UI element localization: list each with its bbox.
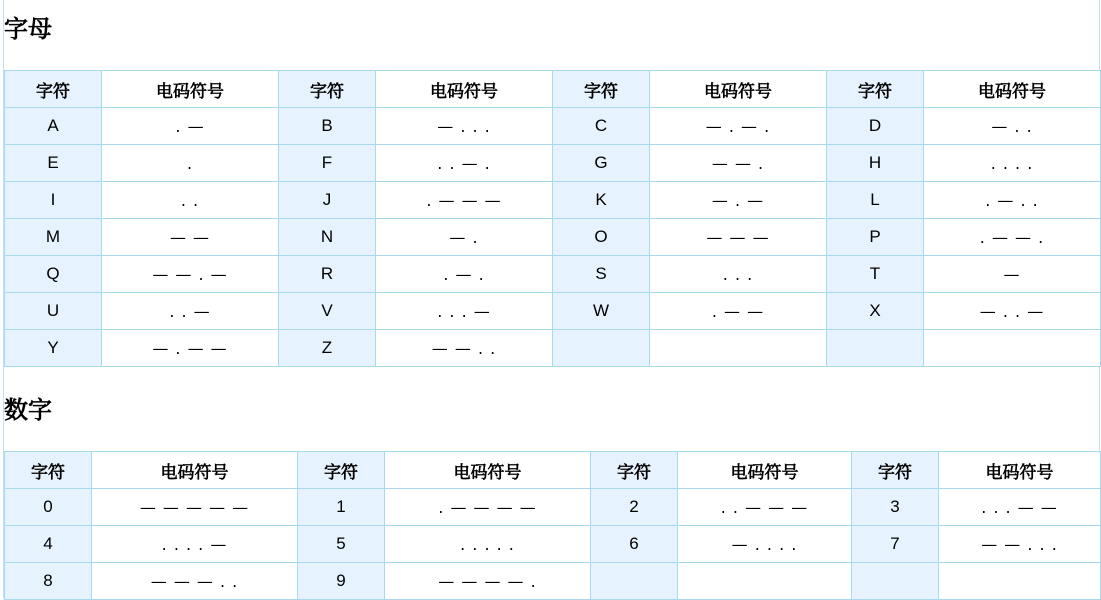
char-cell: B — [279, 108, 376, 145]
morse-code-cell — [924, 330, 1101, 367]
char-cell: E — [5, 145, 102, 182]
morse-code-cell: — — — — [650, 219, 827, 256]
morse-code-cell: . . . . — — [92, 526, 298, 563]
column-header-code: 电码符号 — [650, 71, 827, 108]
column-header-char: 字符 — [5, 452, 92, 489]
morse-code-cell: . — — — — [376, 182, 553, 219]
morse-code-cell — [678, 563, 852, 600]
char-cell: N — [279, 219, 376, 256]
char-cell: W — [553, 293, 650, 330]
morse-code-cell: — — — — . — [385, 563, 591, 600]
char-cell: 8 — [5, 563, 92, 600]
column-header-code: 电码符号 — [102, 71, 279, 108]
morse-code-cell: — — . — [650, 145, 827, 182]
char-cell: I — [5, 182, 102, 219]
morse-code-cell: . — . — [376, 256, 553, 293]
column-header-char: 字符 — [591, 452, 678, 489]
morse-code-cell: — — . . — [376, 330, 553, 367]
morse-code-cell: . — — . — [924, 219, 1101, 256]
char-cell — [827, 330, 924, 367]
morse-code-cell: . — — [102, 108, 279, 145]
morse-code-cell: — — — [102, 219, 279, 256]
char-cell: 9 — [298, 563, 385, 600]
header-row — [5, 71, 1101, 108]
table-row — [5, 293, 1101, 330]
char-cell: X — [827, 293, 924, 330]
char-cell: L — [827, 182, 924, 219]
table-row — [5, 108, 1101, 145]
section-title-digits: 数字 — [4, 396, 52, 424]
morse-code-cell — [650, 330, 827, 367]
digits-table — [4, 451, 1101, 600]
morse-code-cell: . . — — [102, 293, 279, 330]
morse-code-cell: . . . — — [376, 293, 553, 330]
table-row — [5, 219, 1101, 256]
morse-code-cell: . . — — — — [678, 489, 852, 526]
table-row — [5, 182, 1101, 219]
char-cell: 7 — [852, 526, 939, 563]
char-cell: F — [279, 145, 376, 182]
morse-code-cell: . — — — — — [385, 489, 591, 526]
char-cell: 6 — [591, 526, 678, 563]
morse-code-cell: — . — — [650, 182, 827, 219]
char-cell: J — [279, 182, 376, 219]
char-cell: M — [5, 219, 102, 256]
table-row — [5, 145, 1101, 182]
char-cell — [553, 330, 650, 367]
morse-code-cell: — — — — — — [92, 489, 298, 526]
column-header-char: 字符 — [5, 71, 102, 108]
table-row — [5, 330, 1101, 367]
char-cell: V — [279, 293, 376, 330]
morse-code-cell: . — [102, 145, 279, 182]
column-header-char: 字符 — [298, 452, 385, 489]
char-cell: 0 — [5, 489, 92, 526]
morse-code-cell: . . — . — [376, 145, 553, 182]
char-cell: P — [827, 219, 924, 256]
morse-code-cell: . — . . — [924, 182, 1101, 219]
morse-code-cell: . . . . . — [385, 526, 591, 563]
morse-code-cell: — — — . . — [92, 563, 298, 600]
morse-code-cell — [939, 563, 1101, 600]
morse-code-cell: — . — . — [650, 108, 827, 145]
column-header-code: 电码符号 — [678, 452, 852, 489]
char-cell: T — [827, 256, 924, 293]
morse-code-cell: — . . . . — [678, 526, 852, 563]
column-header-char: 字符 — [279, 71, 376, 108]
table-row — [5, 526, 1101, 563]
morse-code-cell: — . — [376, 219, 553, 256]
char-cell: Q — [5, 256, 102, 293]
morse-code-cell: — — [924, 256, 1101, 293]
morse-code-cell: . . — [102, 182, 279, 219]
column-header-char: 字符 — [553, 71, 650, 108]
morse-code-cell: — . — — — [102, 330, 279, 367]
morse-code-cell: — . . — — [924, 293, 1101, 330]
char-cell: U — [5, 293, 102, 330]
char-cell: O — [553, 219, 650, 256]
char-cell: K — [553, 182, 650, 219]
morse-code-cell: . — — — [650, 293, 827, 330]
char-cell: 1 — [298, 489, 385, 526]
char-cell: D — [827, 108, 924, 145]
table-row — [5, 563, 1101, 600]
char-cell: Y — [5, 330, 102, 367]
char-cell: G — [553, 145, 650, 182]
morse-code-cell: — — . . . — [939, 526, 1101, 563]
header-row — [5, 452, 1101, 489]
char-cell: 2 — [591, 489, 678, 526]
letters-table — [4, 70, 1101, 367]
char-cell: 3 — [852, 489, 939, 526]
char-cell: A — [5, 108, 102, 145]
char-cell — [591, 563, 678, 600]
morse-code-cell: — — . — — [102, 256, 279, 293]
char-cell: C — [553, 108, 650, 145]
morse-code-cell: . . . — — — [939, 489, 1101, 526]
char-cell: Z — [279, 330, 376, 367]
morse-code-cell: . . . — [650, 256, 827, 293]
column-header-code: 电码符号 — [939, 452, 1101, 489]
column-header-char: 字符 — [827, 71, 924, 108]
table-row — [5, 256, 1101, 293]
column-header-code: 电码符号 — [376, 71, 553, 108]
column-header-code: 电码符号 — [385, 452, 591, 489]
char-cell: H — [827, 145, 924, 182]
char-cell — [852, 563, 939, 600]
table-row — [5, 489, 1101, 526]
char-cell: S — [553, 256, 650, 293]
morse-code-cell: — . . . — [376, 108, 553, 145]
char-cell: R — [279, 256, 376, 293]
morse-code-cell: . . . . — [924, 145, 1101, 182]
char-cell: 5 — [298, 526, 385, 563]
section-title-letters: 字母 — [4, 15, 52, 43]
morse-code-cell: — . . — [924, 108, 1101, 145]
column-header-char: 字符 — [852, 452, 939, 489]
column-header-code: 电码符号 — [92, 452, 298, 489]
column-header-code: 电码符号 — [924, 71, 1101, 108]
char-cell: 4 — [5, 526, 92, 563]
